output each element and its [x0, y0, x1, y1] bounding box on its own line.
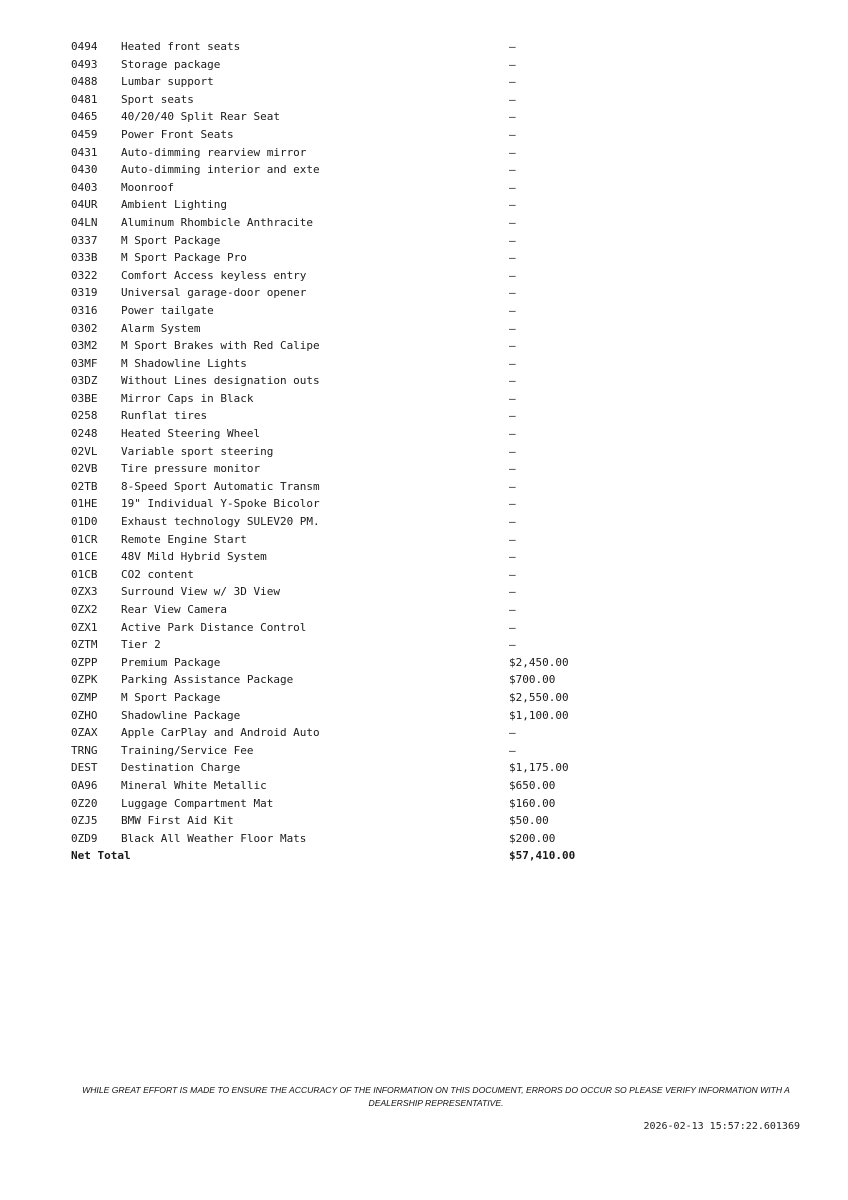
- option-row: [71, 284, 629, 302]
- option-description: Storage package: [121, 57, 221, 71]
- option-row: [71, 390, 629, 408]
- option-row: [71, 478, 629, 496]
- option-description: BMW First Aid Kit: [121, 814, 234, 828]
- option-price: —: [509, 585, 516, 599]
- option-code: 0488: [71, 75, 98, 89]
- option-code: 03MF: [71, 356, 98, 370]
- option-price: $200.00: [509, 831, 556, 845]
- option-description: Power Front Seats: [121, 127, 234, 141]
- option-price: —: [509, 303, 516, 317]
- disclaimer-text: WHILE GREAT EFFORT IS MADE TO ENSURE THE ACCURACY OF THE INFORMATION ON THIS DOCUMENT, ERRORS DO OCCUR SO PLEASE VERIFY INFORMATION WITH A DEALERSHIP REPRESENTATIVE.: [82, 1085, 790, 1108]
- option-description: Auto-dimming rearview mirror: [121, 145, 307, 159]
- option-code: 01HE: [71, 497, 98, 511]
- option-price: —: [509, 198, 516, 212]
- option-price: —: [509, 215, 516, 229]
- option-price: —: [509, 603, 516, 616]
- option-price: —: [509, 497, 516, 511]
- option-description: Ambient Lighting: [121, 198, 227, 212]
- option-price: —: [509, 638, 516, 652]
- option-code: 01D0: [71, 515, 98, 529]
- option-row: [71, 443, 629, 461]
- option-row: [71, 337, 629, 355]
- option-price: —: [509, 550, 516, 564]
- option-description: 8-Speed Sport Automatic Transm: [121, 479, 320, 493]
- option-code: 0ZD9: [71, 831, 98, 845]
- option-code: 0ZHO: [71, 708, 98, 722]
- option-row: [71, 144, 629, 162]
- option-description: Lumbar support: [121, 75, 214, 89]
- option-code: 03BE: [71, 391, 98, 405]
- option-row: [71, 671, 629, 689]
- option-description: Black All Weather Floor Mats: [121, 831, 307, 845]
- option-price: —: [509, 409, 516, 423]
- option-price: —: [509, 57, 516, 71]
- option-description: M Sport Package Pro: [121, 251, 247, 265]
- option-description: M Sport Package: [121, 690, 221, 704]
- option-description: Auto-dimming interior and exte: [121, 163, 320, 177]
- option-description: Universal garage-door opener: [121, 286, 307, 300]
- option-price: $50.00: [509, 814, 549, 828]
- option-row: [71, 689, 629, 707]
- option-price: —: [509, 427, 516, 441]
- option-price: —: [509, 743, 516, 757]
- option-description: Runflat tires: [121, 409, 208, 423]
- option-description: Luggage Compartment Mat: [121, 796, 274, 810]
- option-code: 0302: [71, 321, 98, 335]
- option-code: 0431: [71, 145, 98, 159]
- option-price: —: [509, 286, 516, 300]
- option-row: [71, 460, 629, 478]
- option-code: 0316: [71, 303, 98, 317]
- option-code: 01CE: [71, 550, 98, 564]
- option-description: Without Lines designation outs: [121, 374, 320, 388]
- option-price: —: [509, 532, 516, 546]
- option-description: Remote Engine Start: [121, 532, 247, 546]
- option-code: 02TB: [71, 479, 98, 493]
- option-code: 0337: [71, 233, 98, 247]
- option-price: —: [509, 127, 516, 141]
- option-code: 0ZX2: [71, 603, 98, 616]
- option-price: —: [509, 356, 516, 370]
- option-row: [71, 759, 629, 777]
- option-price: —: [509, 620, 516, 634]
- generated-timestamp: 2026-02-13 15:57:22.601369: [643, 1121, 800, 1132]
- option-price: —: [509, 515, 516, 529]
- option-code: 0319: [71, 286, 98, 300]
- option-row: [71, 126, 629, 144]
- option-code: 04UR: [71, 198, 98, 212]
- option-description: Sport seats: [121, 92, 194, 106]
- option-row: [71, 407, 629, 425]
- net-total-label: Net Total: [71, 849, 131, 863]
- option-row: [71, 372, 629, 390]
- option-row: [71, 302, 629, 320]
- options-table: [71, 38, 629, 865]
- option-price: —: [509, 110, 516, 124]
- option-description: Tire pressure monitor: [121, 462, 261, 476]
- option-description: Power tailgate: [121, 303, 214, 317]
- option-price: —: [509, 321, 516, 335]
- option-price: —: [509, 268, 516, 282]
- option-description: Mineral White Metallic: [121, 778, 267, 792]
- option-description: Heated Steering Wheel: [121, 427, 261, 441]
- option-code: 0430: [71, 163, 98, 177]
- option-price: —: [509, 726, 516, 740]
- option-price: —: [509, 567, 516, 581]
- option-price: $650.00: [509, 778, 556, 792]
- option-row: [71, 425, 629, 443]
- option-price: —: [509, 444, 516, 458]
- option-row: [71, 583, 629, 601]
- option-description: Aluminum Rhombicle Anthracite: [121, 215, 314, 229]
- option-code: 01CR: [71, 532, 98, 546]
- option-description: Surround View w/ 3D View: [121, 585, 280, 599]
- option-description: M Sport Package: [121, 233, 221, 247]
- option-price: —: [509, 374, 516, 388]
- option-row: [71, 73, 629, 91]
- option-code: 0459: [71, 127, 98, 141]
- option-row: [71, 267, 629, 285]
- option-code: 0ZPK: [71, 673, 98, 687]
- option-price: $160.00: [509, 796, 556, 810]
- option-price: —: [509, 40, 516, 53]
- net-total-row: [71, 847, 629, 865]
- option-row: [71, 795, 629, 813]
- option-description: Premium Package: [121, 655, 221, 669]
- option-code: 0465: [71, 110, 98, 124]
- net-total-value: $57,410.00: [509, 849, 576, 863]
- option-row: [71, 724, 629, 742]
- option-row: [71, 654, 629, 672]
- option-price: —: [509, 339, 516, 353]
- option-row: [71, 566, 629, 584]
- option-description: Heated front seats: [121, 40, 241, 53]
- option-code: DEST: [71, 761, 98, 775]
- option-row: [71, 531, 629, 549]
- option-row: [71, 777, 629, 795]
- option-row: [71, 601, 629, 619]
- option-row: [71, 548, 629, 566]
- option-description: Mirror Caps in Black: [121, 391, 254, 405]
- option-description: Active Park Distance Control: [121, 620, 307, 634]
- option-row: [71, 619, 629, 637]
- option-price: $1,100.00: [509, 708, 569, 722]
- option-description: M Sport Brakes with Red Calipe: [121, 339, 320, 353]
- option-price: $700.00: [509, 673, 556, 687]
- option-row: [71, 707, 629, 725]
- option-price: $1,175.00: [509, 761, 569, 775]
- option-code: 0ZPP: [71, 655, 98, 669]
- option-price: —: [509, 479, 516, 493]
- option-price: —: [509, 180, 516, 194]
- option-row: [71, 108, 629, 126]
- option-price: $2,450.00: [509, 655, 569, 669]
- option-code: TRNG: [71, 743, 98, 757]
- option-code: 02VL: [71, 444, 98, 458]
- option-code: 0ZJ5: [71, 814, 98, 828]
- option-price: —: [509, 251, 516, 265]
- option-code: 0403: [71, 180, 98, 194]
- option-code: 0494: [71, 40, 98, 53]
- option-code: 0ZAX: [71, 726, 98, 740]
- option-row: [71, 179, 629, 197]
- option-row: [71, 38, 629, 56]
- option-code: 0A96: [71, 778, 98, 792]
- option-row: [71, 232, 629, 250]
- option-description: Tier 2: [121, 638, 161, 652]
- option-description: Training/Service Fee: [121, 743, 254, 757]
- option-description: Rear View Camera: [121, 603, 227, 616]
- option-code: 033B: [71, 251, 98, 265]
- option-row: [71, 91, 629, 109]
- option-row: [71, 214, 629, 232]
- option-description: Exhaust technology SULEV20 PM.: [121, 515, 320, 529]
- option-code: 0481: [71, 92, 98, 106]
- option-description: 19" Individual Y-Spoke Bicolor: [121, 497, 320, 511]
- option-code: 0258: [71, 409, 98, 423]
- option-price: —: [509, 145, 516, 159]
- option-price: —: [509, 462, 516, 476]
- option-code: 0248: [71, 427, 98, 441]
- option-row: [71, 320, 629, 338]
- option-code: 0ZTM: [71, 638, 98, 652]
- option-code: 0Z20: [71, 796, 98, 810]
- option-description: Parking Assistance Package: [121, 673, 294, 687]
- option-description: Alarm System: [121, 321, 201, 335]
- option-price: —: [509, 391, 516, 405]
- option-row: [71, 196, 629, 214]
- option-price: —: [509, 92, 516, 106]
- option-row: [71, 355, 629, 373]
- option-price: —: [509, 75, 516, 89]
- options-list: [71, 38, 629, 847]
- option-description: Comfort Access keyless entry: [121, 268, 307, 282]
- option-code: 0493: [71, 57, 98, 71]
- option-price: —: [509, 163, 516, 177]
- option-description: 40/20/40 Split Rear Seat: [121, 110, 280, 124]
- option-price: —: [509, 233, 516, 247]
- option-row: [71, 742, 629, 760]
- option-description: 48V Mild Hybrid System: [121, 550, 267, 564]
- option-description: Moonroof: [121, 180, 174, 194]
- option-code: 0ZMP: [71, 690, 98, 704]
- option-description: Shadowline Package: [121, 708, 241, 722]
- option-row: [71, 249, 629, 267]
- option-code: 0ZX3: [71, 585, 98, 599]
- option-row: [71, 513, 629, 531]
- option-description: Apple CarPlay and Android Auto: [121, 726, 320, 740]
- option-code: 02VB: [71, 462, 98, 476]
- option-row: [71, 812, 629, 830]
- option-description: M Shadowline Lights: [121, 356, 247, 370]
- option-row: [71, 161, 629, 179]
- option-row: [71, 495, 629, 513]
- option-code: 03DZ: [71, 374, 98, 388]
- option-row: [71, 56, 629, 74]
- option-code: 0322: [71, 268, 98, 282]
- option-code: 03M2: [71, 339, 98, 353]
- option-description: CO2 content: [121, 567, 194, 581]
- option-price: $2,550.00: [509, 690, 569, 704]
- option-code: 0ZX1: [71, 620, 98, 634]
- option-description: Destination Charge: [121, 761, 241, 775]
- option-row: [71, 636, 629, 654]
- option-code: 04LN: [71, 215, 98, 229]
- option-description: Variable sport steering: [121, 444, 274, 458]
- option-code: 01CB: [71, 567, 98, 581]
- option-row: [71, 830, 629, 848]
